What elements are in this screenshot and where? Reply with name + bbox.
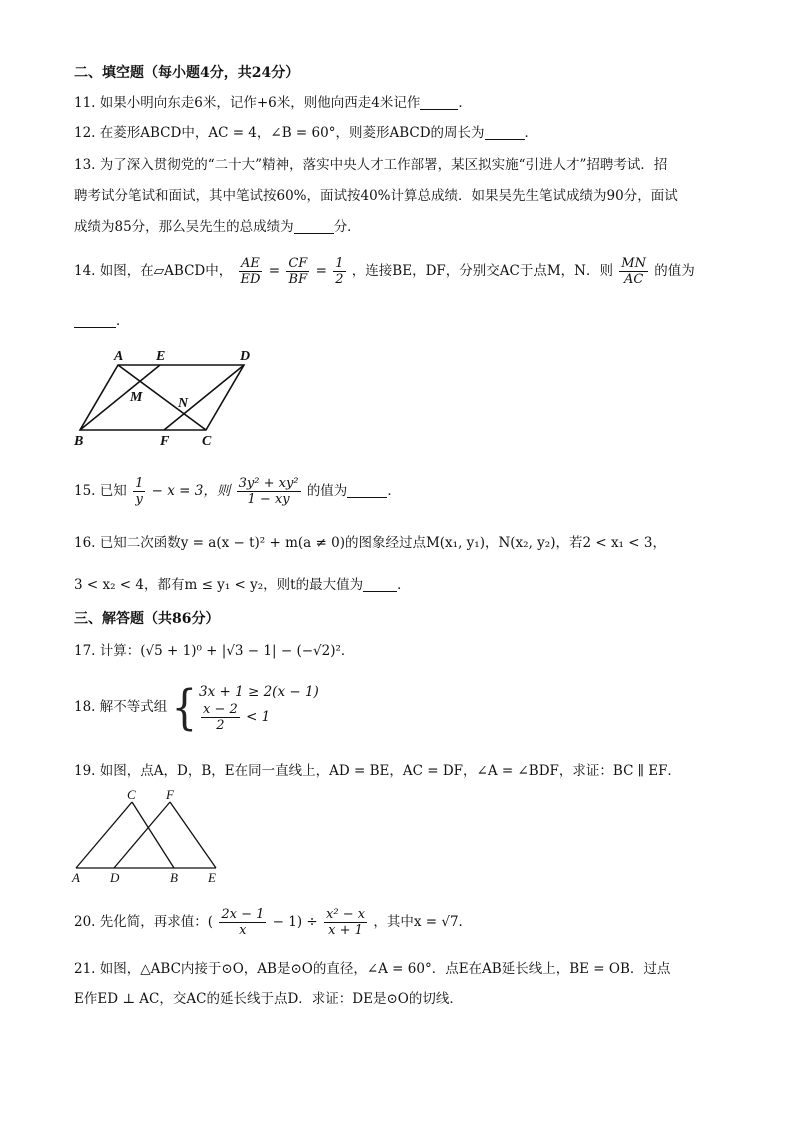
question-21-line2: E作ED ⊥ AC，交AC的延长线于点D．求证：DE是⊙O的切线． bbox=[74, 991, 463, 1007]
triangles-figure bbox=[70, 788, 230, 886]
fraction-denominator: 2 bbox=[216, 718, 225, 733]
segment-ac bbox=[76, 802, 132, 868]
inequality-rows bbox=[199, 682, 319, 733]
label-c: C bbox=[127, 788, 136, 802]
question-20 bbox=[74, 905, 472, 939]
segment-fe bbox=[170, 802, 216, 868]
question-13-line3-text: 成绩为85分，那么吴先生的总成绩为 bbox=[74, 219, 294, 235]
question-20-suffix: ，其中x = √7． bbox=[373, 914, 473, 930]
fraction-numerator: MN bbox=[621, 256, 646, 271]
label-n: N bbox=[178, 396, 189, 411]
question-18 bbox=[74, 679, 319, 736]
fraction-denominator: AC bbox=[623, 272, 644, 287]
question-14-prefix: 14. 如图，在▱ABCD中， bbox=[74, 263, 233, 279]
fraction-numerator: CF bbox=[288, 256, 308, 271]
left-brace: { bbox=[171, 679, 198, 736]
fraction-numerator: 2x − 1 bbox=[221, 907, 265, 922]
question-16-end: ． bbox=[397, 577, 411, 593]
question-11-text: 11. 如果小明向东走6米，记作+6米，则他向西走4米记作 bbox=[74, 95, 421, 111]
answer-blank bbox=[294, 219, 334, 234]
label-b: B bbox=[74, 434, 84, 449]
question-12-end: ． bbox=[524, 125, 539, 141]
question-15-end: ． bbox=[387, 483, 401, 499]
question-14-end: ． bbox=[116, 313, 130, 329]
fraction-numerator: AE bbox=[241, 256, 260, 271]
section2-title: 二、填空题（每小题4分，共24分） bbox=[74, 65, 300, 81]
question-17: 17. 计算：(√5 + 1)⁰ + |√3 − 1| − (−√2)²． bbox=[74, 643, 355, 659]
question-20-mid: − 1) ÷ bbox=[272, 914, 318, 930]
label-f: F bbox=[160, 434, 170, 449]
fraction-denominator: x bbox=[239, 923, 247, 938]
segment-df bbox=[164, 365, 244, 430]
fraction-numerator: 1 bbox=[135, 476, 144, 491]
label-m: M bbox=[130, 390, 143, 405]
label-f: F bbox=[166, 788, 174, 802]
question-15-prefix: 15. 已知 bbox=[74, 483, 127, 499]
question-21-line1: 21. 如图，△ABC内接于⊙O，AB是⊙O的直径，∠A = 60°．点E在AB延长线上，BE = OB．过点 bbox=[74, 961, 671, 977]
fraction-cf-bf bbox=[286, 256, 309, 287]
fraction-x2-minus-x-over-x-plus-1 bbox=[324, 907, 367, 938]
question-18-prefix: 18. 解不等式组 bbox=[74, 699, 168, 715]
fraction-2x-minus-1-over-x bbox=[219, 907, 266, 938]
inequality-system bbox=[171, 679, 319, 736]
question-16-line2-text: 3 < x₂ < 4，都有m ≤ y₁ < y₂，则t的最大值为 bbox=[74, 577, 364, 593]
fraction-denominator: 1 − xy bbox=[247, 492, 290, 507]
label-b: B bbox=[170, 870, 178, 885]
fraction-mn-ac bbox=[619, 256, 648, 287]
question-15 bbox=[74, 474, 401, 508]
inequality-relation: < 1 bbox=[246, 709, 271, 725]
answer-blank bbox=[485, 125, 525, 140]
fraction-x-minus-2-over-2 bbox=[201, 702, 240, 733]
segment-cb bbox=[132, 802, 174, 868]
fraction-numerator: x − 2 bbox=[203, 702, 238, 717]
question-16-line1: 16. 已知二次函数y = a(x − t)² + m(a ≠ 0)的图象经过点M(x₁, y₁)，N(x₂, y₂)，若2 < x₁ < 3， bbox=[74, 535, 666, 551]
label-d: D bbox=[110, 870, 120, 885]
fraction-one-half bbox=[333, 256, 345, 287]
question-14 bbox=[74, 254, 695, 288]
answer-blank bbox=[74, 313, 116, 328]
inequality-row-1: 3x + 1 ≥ 2(x − 1) bbox=[199, 684, 319, 700]
equals-sign: = bbox=[268, 263, 281, 279]
answer-blank bbox=[347, 483, 387, 498]
question-14-suffix: 的值为 bbox=[654, 263, 695, 279]
fraction-denominator: ED bbox=[240, 272, 261, 287]
parallelogram-figure bbox=[70, 344, 260, 450]
fraction-ae-ed bbox=[239, 256, 263, 287]
question-12 bbox=[74, 124, 538, 142]
fraction-numerator: 1 bbox=[335, 256, 344, 271]
segment-df bbox=[114, 802, 170, 868]
inequality-row-2 bbox=[199, 702, 319, 733]
fraction-denominator: x + 1 bbox=[328, 923, 363, 938]
equals-sign: = bbox=[315, 263, 327, 279]
segment-be bbox=[80, 365, 160, 430]
answer-blank bbox=[363, 577, 397, 592]
question-14-line2 bbox=[74, 312, 130, 330]
question-13-line1: 13. 为了深入贯彻党的“二十大”精神，落实中央人才工作部署，某区拟实施“引进人才”招聘考试．招 bbox=[74, 157, 668, 173]
question-13-line3 bbox=[74, 218, 361, 236]
fraction-numerator: 3y² + xy² bbox=[238, 476, 299, 491]
fraction-denominator: 2 bbox=[335, 272, 344, 287]
answer-blank bbox=[420, 95, 458, 110]
question-15-suffix: 的值为 bbox=[306, 483, 348, 499]
question-19: 19. 如图，点A，D，B，E在同一直线上，AD = BE，AC = DF，∠A = ∠BDF，求证：BC ∥ EF． bbox=[74, 763, 681, 779]
question-16-line2 bbox=[74, 576, 411, 594]
question-11-end: ． bbox=[458, 95, 472, 111]
question-15-mid: − x = 3，则 bbox=[151, 483, 231, 499]
question-20-prefix: 20. 先化简，再求值：( bbox=[74, 914, 214, 930]
label-e: E bbox=[156, 349, 166, 364]
fraction-denominator: BF bbox=[288, 272, 308, 287]
fraction-denominator: y bbox=[135, 492, 143, 507]
question-11 bbox=[74, 94, 472, 112]
question-13-line2: 聘考试分笔试和面试，其中笔试按60%，面试按40%计算总成绩．如果吴先生笔试成绩为90分，面试 bbox=[74, 188, 678, 204]
question-13-end: 分． bbox=[333, 219, 361, 235]
label-c: C bbox=[202, 434, 212, 449]
fraction-one-over-y bbox=[133, 476, 145, 507]
section3-title: 三、解答题（共86分） bbox=[74, 611, 220, 627]
fraction-expression bbox=[237, 476, 301, 507]
question-14-mid: ，连接BE，DF，分别交AC于点M，N．则 bbox=[351, 263, 613, 279]
fraction-numerator: x² − x bbox=[326, 907, 366, 922]
label-d: D bbox=[240, 349, 251, 364]
label-e: E bbox=[208, 870, 216, 885]
label-a: A bbox=[114, 349, 124, 364]
label-a: A bbox=[72, 870, 80, 885]
question-12-text: 12. 在菱形ABCD中，AC = 4，∠B = 60°，则菱形ABCD的周长为 bbox=[74, 125, 485, 141]
